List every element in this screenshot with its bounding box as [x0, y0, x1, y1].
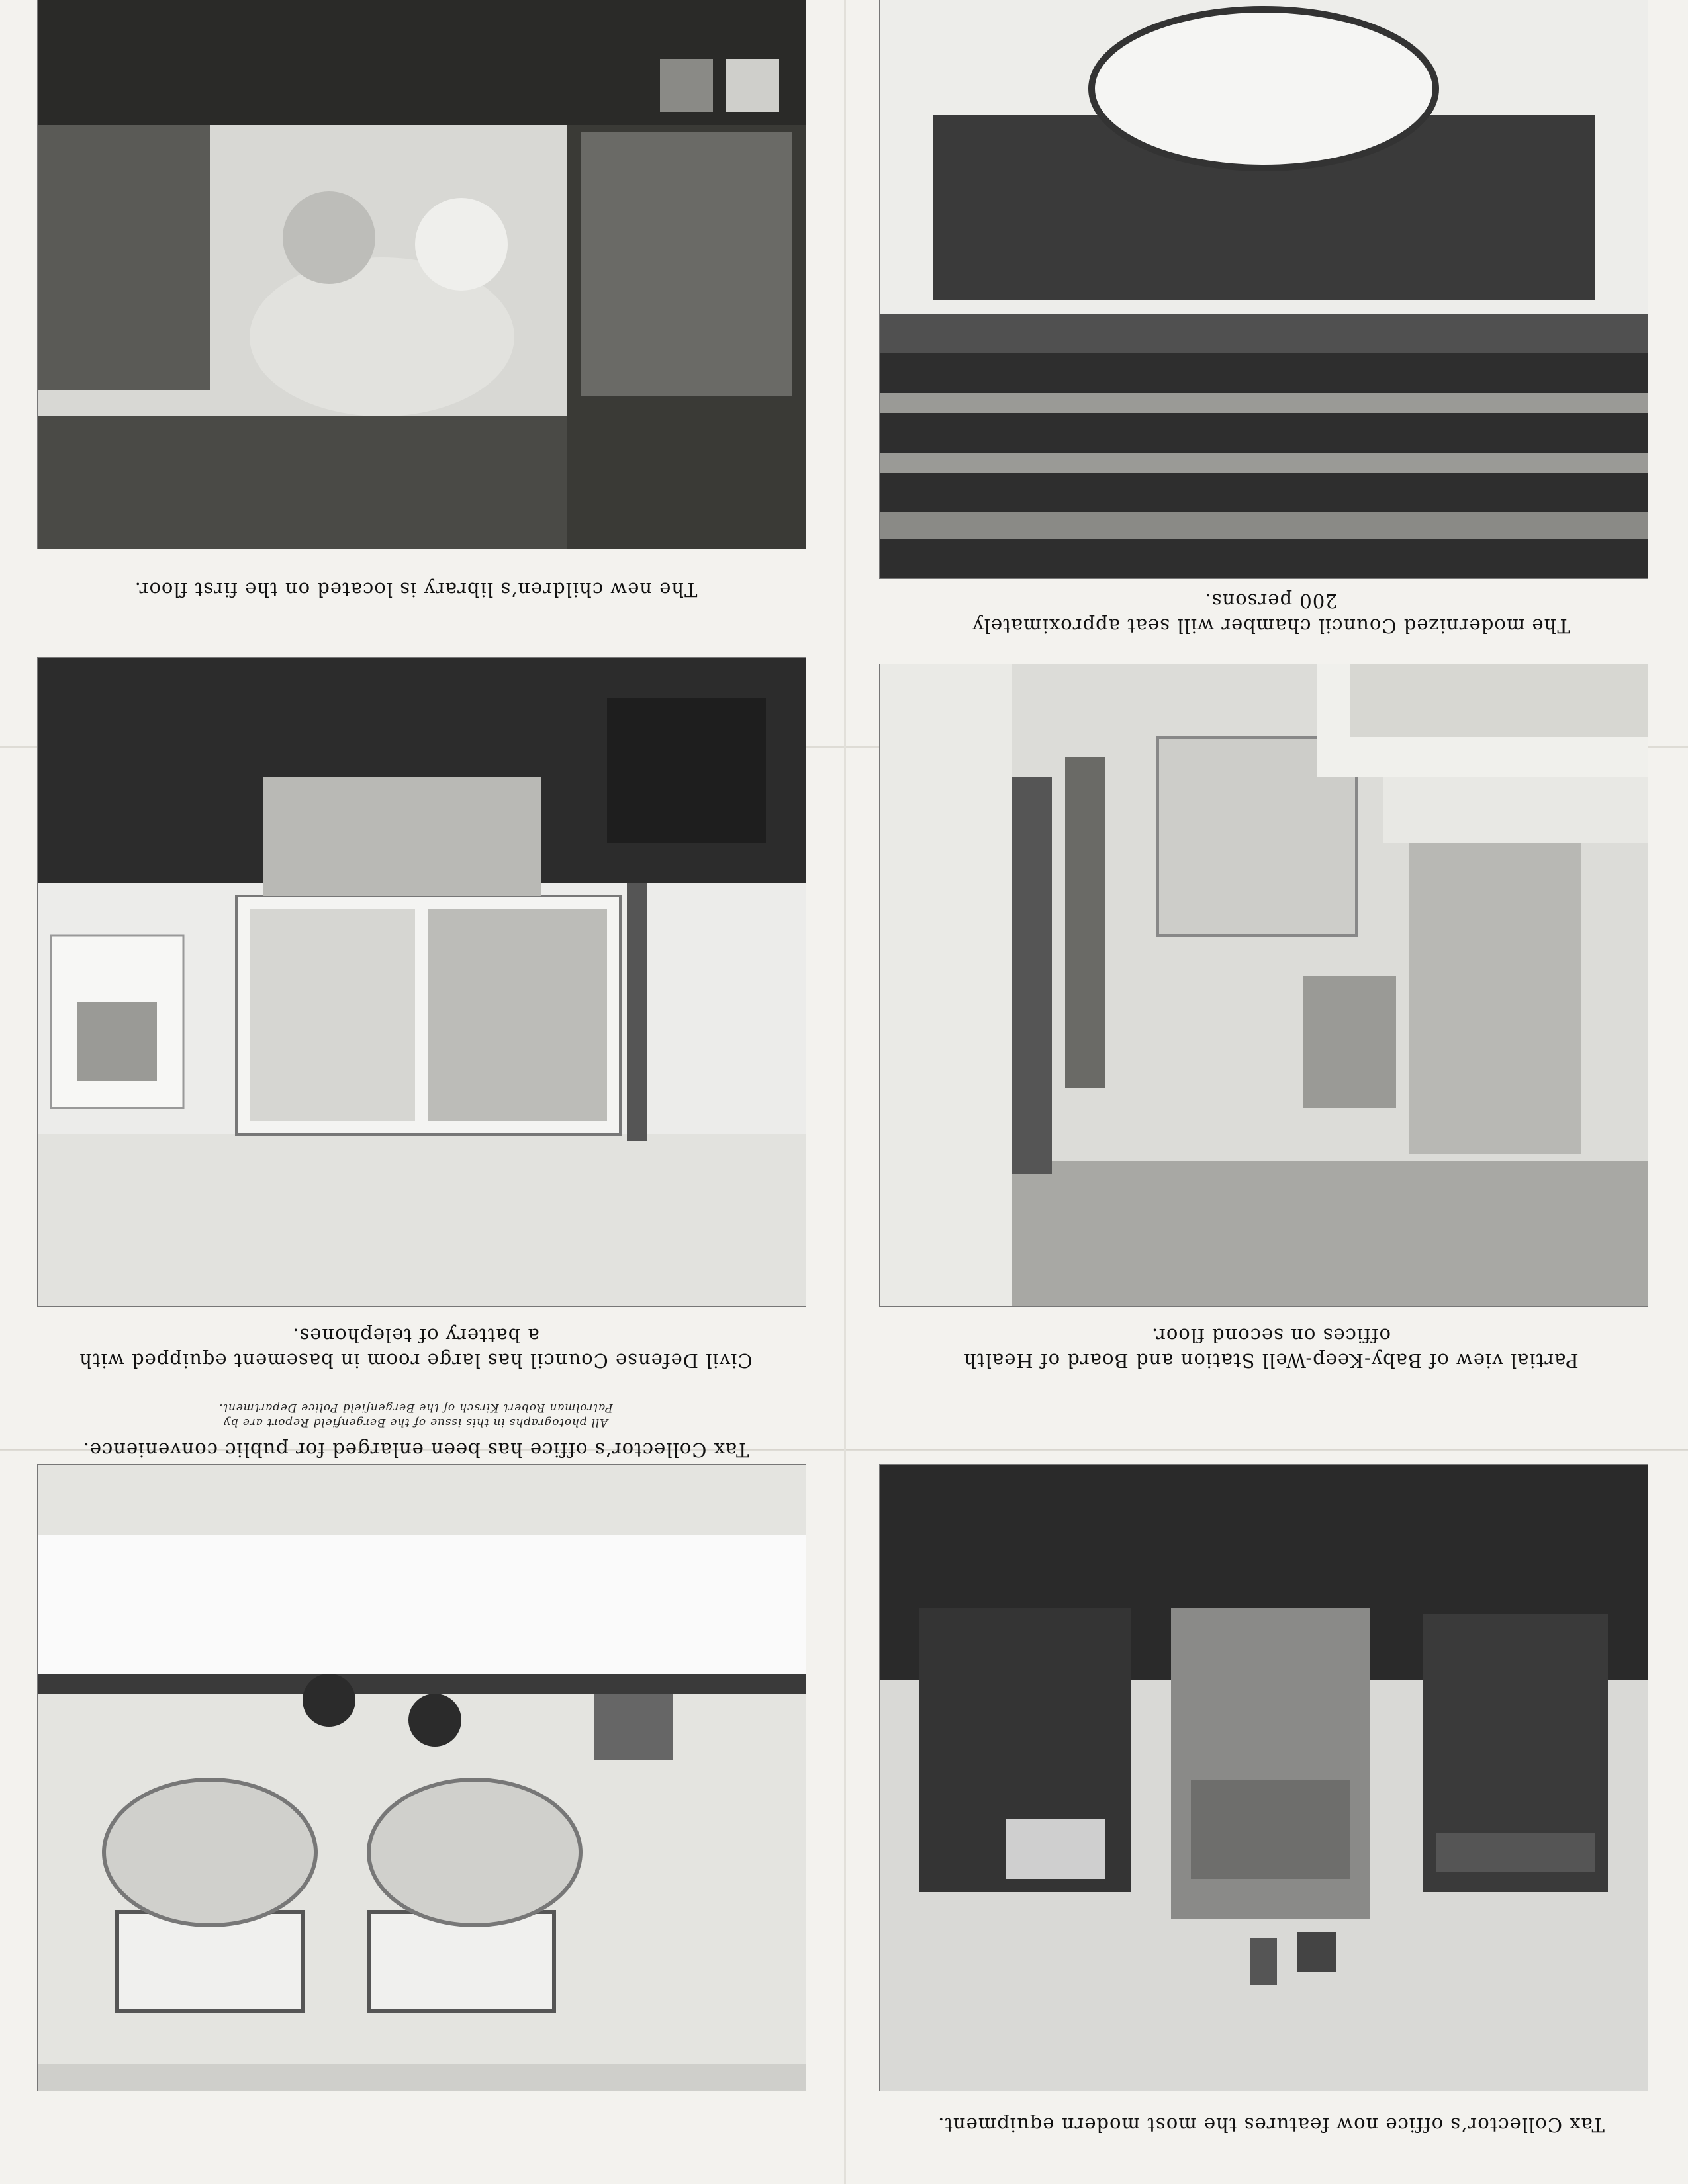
photo-tax-collector-enlarged — [37, 1464, 806, 2091]
caption-health-line-2: offices on second floor. — [1150, 1324, 1391, 1347]
photo-baby-keep-well-station — [879, 664, 1648, 1307]
photo-credit — [25, 1400, 806, 1430]
photo-council-chamber — [879, 0, 1648, 579]
page-fold — [844, 0, 846, 2184]
credit-line-1: All photographs in this issue of the Bergenfield Report are by — [223, 1416, 608, 1429]
caption-equipment: Tax Collector’s office now features the most modern equipment. — [937, 2114, 1605, 2136]
photo-civil-defense-room — [37, 657, 806, 1307]
photo-tax-collector-equipment — [879, 1464, 1648, 2091]
caption-civil-line-1: Civil Defense Council has large room in basement equipped with — [79, 1349, 753, 1372]
caption-council-line-1: The modernized Council chamber will seat approximately — [972, 615, 1570, 637]
credit-line-2: Patrolman Robert Kirsch of the Bergenfield Police Department. — [218, 1401, 613, 1414]
caption-civil-line-2: a battery of telephones. — [292, 1324, 539, 1347]
caption-civil-defense — [25, 1323, 806, 1373]
caption-council-chamber — [880, 588, 1662, 639]
caption-health-line-1: Partial view of Baby-Keep-Well Station and Board of Health — [963, 1349, 1579, 1372]
caption-council-line-2: 200 persons. — [1204, 590, 1338, 612]
caption-enlarged: Tax Collector’s office has been enlarged for public convenience. — [82, 1439, 749, 1461]
caption-health — [880, 1323, 1662, 1373]
photo-childrens-library — [37, 0, 806, 549]
caption-library: The new children’s library is located on the first floor. — [134, 578, 698, 601]
